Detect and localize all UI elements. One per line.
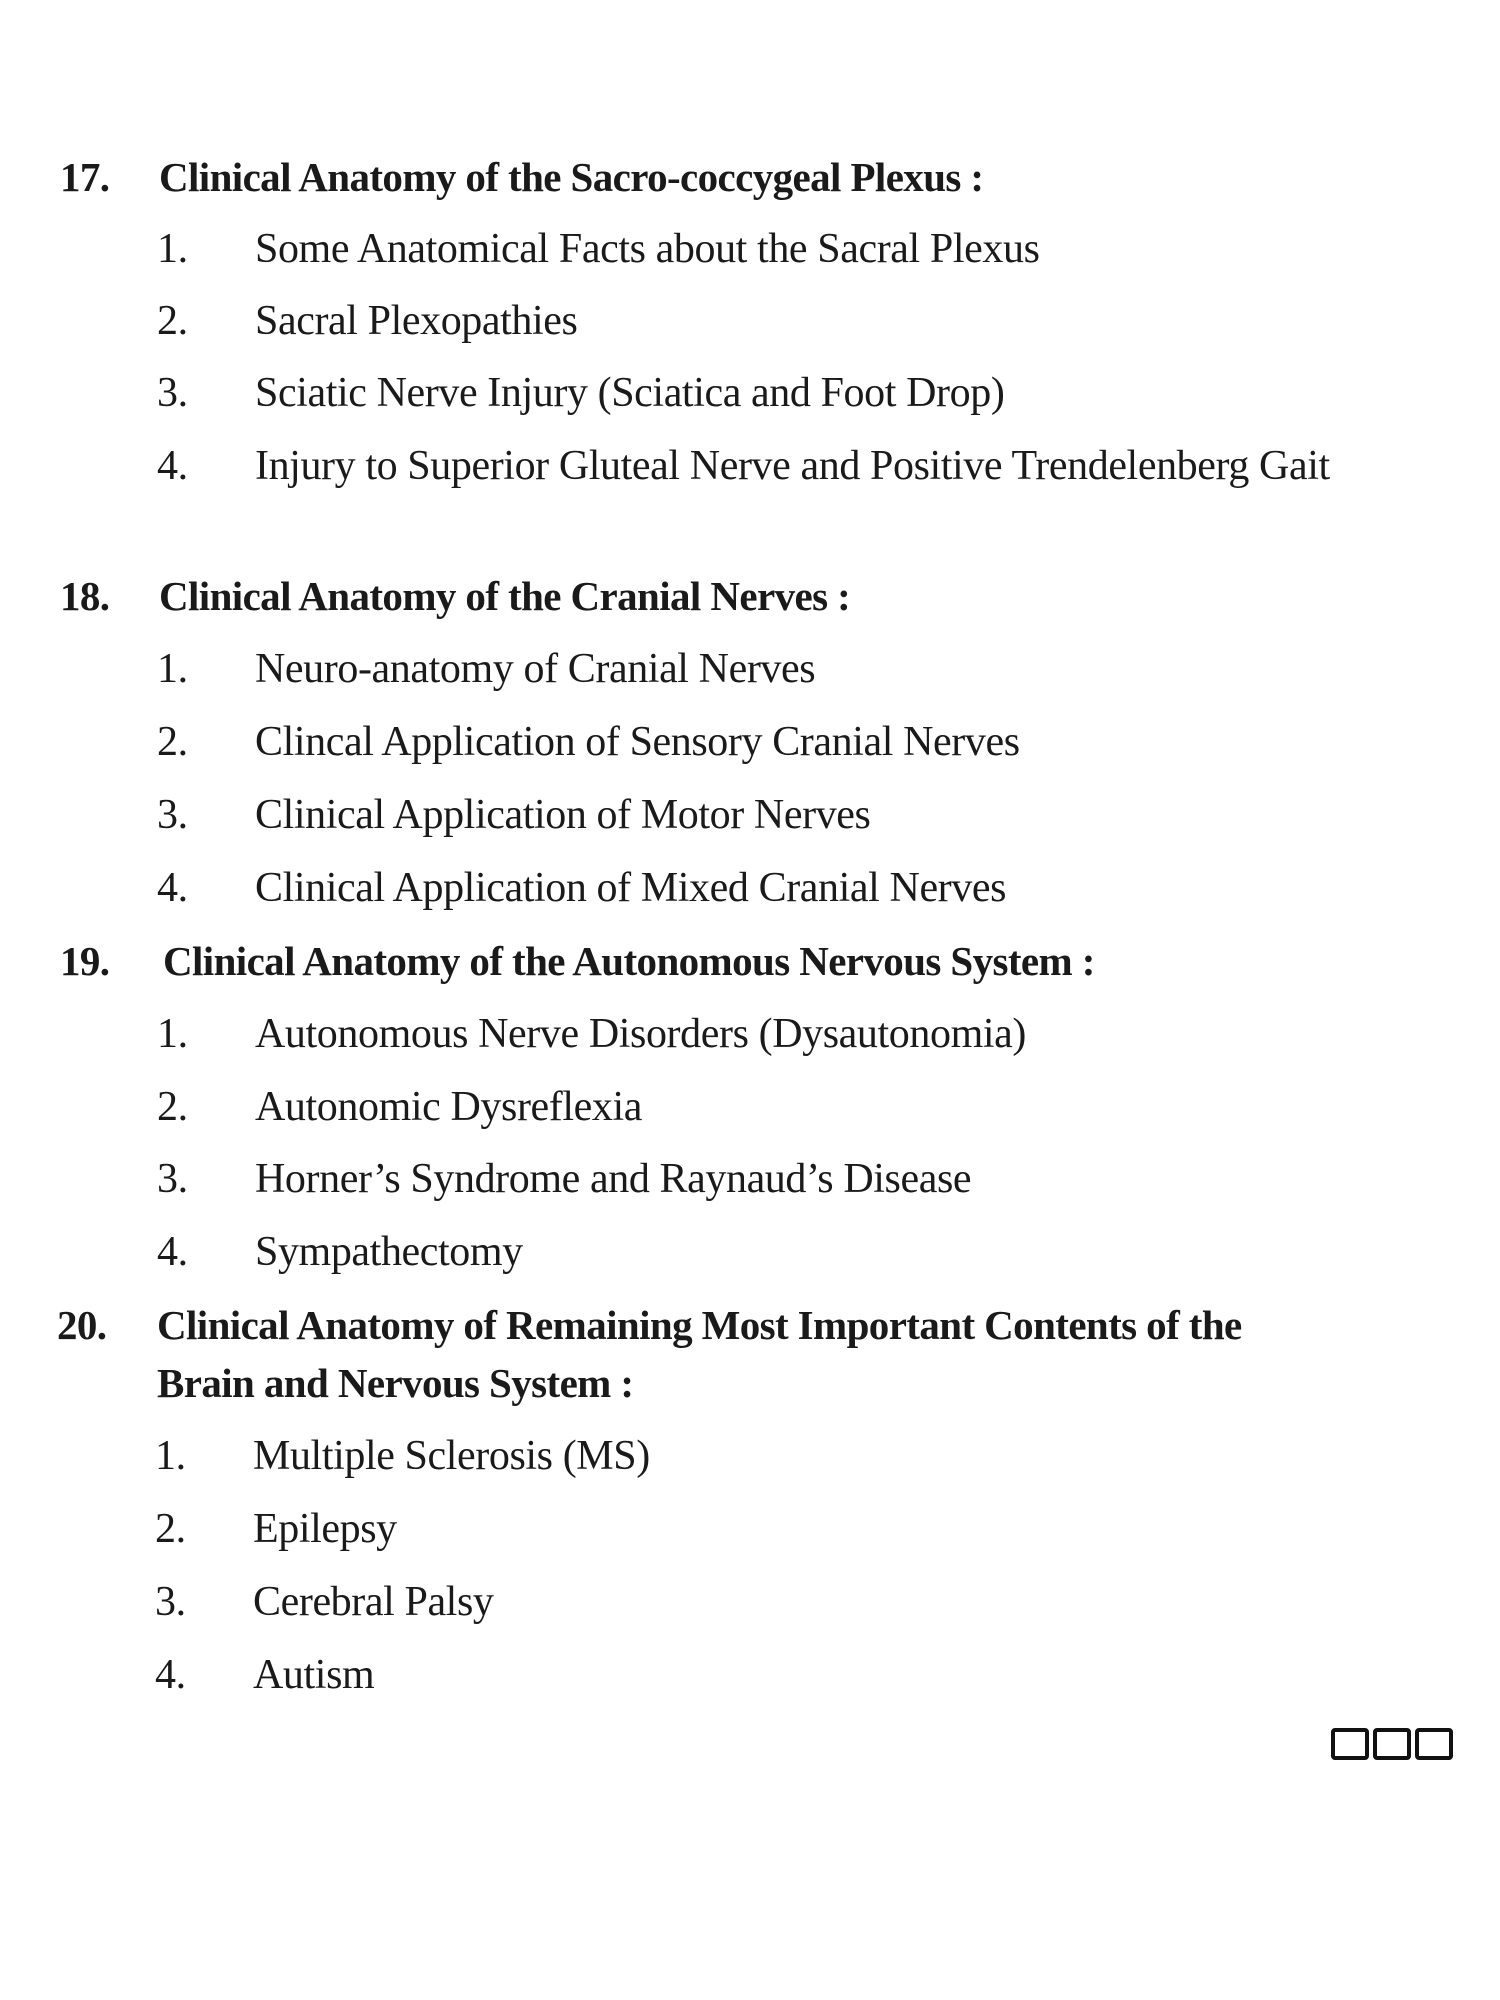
item-number: 1. bbox=[157, 1011, 188, 1057]
item-text: Sympathectomy bbox=[255, 1229, 523, 1275]
end-mark-icon bbox=[1331, 1728, 1453, 1760]
item-number: 2. bbox=[157, 1084, 188, 1130]
item-number: 1. bbox=[157, 226, 188, 272]
section-title-line-1: Clinical Anatomy of Remaining Most Important Contents of the bbox=[157, 1302, 1242, 1348]
square-icon bbox=[1415, 1728, 1453, 1760]
item-number: 3. bbox=[157, 792, 188, 838]
item-number: 2. bbox=[157, 719, 188, 765]
item-text: Sciatic Nerve Injury (Sciatica and Foot Drop) bbox=[255, 370, 1005, 416]
item-number: 2. bbox=[155, 1506, 186, 1552]
item-number: 4. bbox=[157, 1229, 188, 1275]
item-text: Some Anatomical Facts about the Sacral Plexus bbox=[255, 226, 1040, 272]
item-number: 4. bbox=[157, 443, 188, 489]
section-number: 20. bbox=[57, 1302, 107, 1348]
item-text: Sacral Plexopathies bbox=[255, 298, 578, 344]
section-number: 17. bbox=[60, 154, 110, 200]
item-number: 2. bbox=[157, 298, 188, 344]
item-text: Autism bbox=[253, 1652, 375, 1698]
item-text: Clincal Application of Sensory Cranial Nerves bbox=[255, 719, 1020, 765]
section-number: 18. bbox=[60, 573, 110, 619]
item-text: Clinical Application of Mixed Cranial Nerves bbox=[255, 865, 1007, 911]
item-number: 1. bbox=[155, 1433, 186, 1479]
item-text: Injury to Superior Gluteal Nerve and Positive Trendelenberg Gait bbox=[255, 443, 1330, 489]
section-title: Clinical Anatomy of the Autonomous Nervous System : bbox=[163, 938, 1095, 984]
item-text: Autonomous Nerve Disorders (Dysautonomia) bbox=[255, 1011, 1026, 1057]
section-number: 19. bbox=[60, 938, 110, 984]
item-number: 3. bbox=[157, 370, 188, 416]
item-number: 4. bbox=[157, 865, 188, 911]
item-text: Autonomic Dysreflexia bbox=[255, 1084, 642, 1130]
item-text: Multiple Sclerosis (MS) bbox=[253, 1433, 650, 1479]
item-number: 1. bbox=[157, 646, 188, 692]
section-title: Clinical Anatomy of the Sacro-coccygeal Plexus : bbox=[159, 154, 984, 200]
square-icon bbox=[1331, 1728, 1369, 1760]
item-text: Epilepsy bbox=[253, 1506, 397, 1552]
item-number: 3. bbox=[155, 1579, 186, 1625]
section-title: Clinical Anatomy of the Cranial Nerves : bbox=[159, 573, 851, 619]
item-number: 4. bbox=[155, 1652, 186, 1698]
item-text: Clinical Application of Motor Nerves bbox=[255, 792, 871, 838]
square-icon bbox=[1373, 1728, 1411, 1760]
item-text: Neuro-anatomy of Cranial Nerves bbox=[255, 646, 816, 692]
item-number: 3. bbox=[157, 1156, 188, 1202]
section-title-line-2: Brain and Nervous System : bbox=[157, 1360, 634, 1406]
item-text: Cerebral Palsy bbox=[253, 1579, 494, 1625]
item-text: Horner’s Syndrome and Raynaud’s Disease bbox=[255, 1156, 972, 1202]
